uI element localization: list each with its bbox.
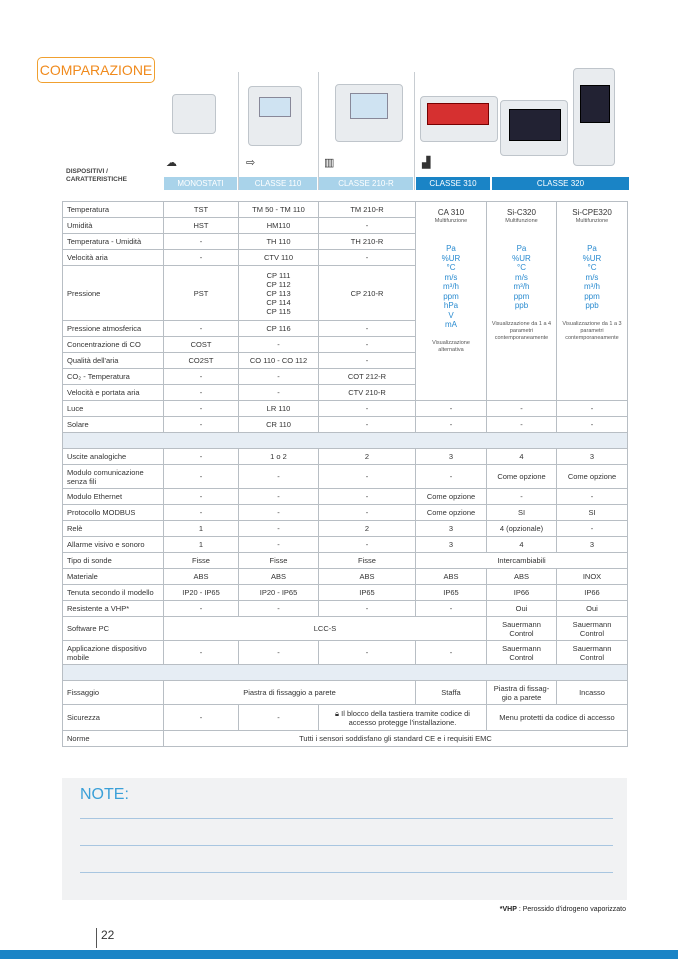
table-cell: IP20 - IP65 [164, 585, 239, 601]
table-cell: Tutti i sensori soddisfano gli standard CE e i requisiti EMC [164, 731, 628, 747]
table-row [63, 569, 628, 585]
row-label: CO₂ - Temperatura [63, 369, 164, 385]
table-cell: - [319, 401, 416, 417]
table-cell: 2 [319, 449, 416, 465]
row-label: Materiale [63, 569, 164, 585]
table-row [63, 585, 628, 601]
header-divider [238, 72, 239, 190]
row-label: Luce [63, 401, 164, 417]
table-cell: 3 [557, 537, 628, 553]
section-separator [63, 433, 628, 449]
table-cell: IP20 - IP65 [239, 585, 319, 601]
table-cell: - [319, 321, 416, 337]
table-row [63, 521, 628, 537]
security-lock-cell: 🔒︎ Il blocco della tastiera tramite codice di accesso protegge l'installazione. [319, 705, 487, 731]
row-label: Tipo di sonde [63, 553, 164, 569]
table-row [63, 202, 628, 218]
product-image-ca310 [420, 96, 498, 142]
table-cell: HST [164, 218, 239, 234]
table-cell: 1 [164, 521, 239, 537]
row-label: Modulo Ethernet [63, 489, 164, 505]
table-row [63, 417, 628, 433]
row-label: Uscite analogiche [63, 449, 164, 465]
temperature-humidity-icon: ☁︎ [166, 157, 177, 169]
table-cell: ABS [239, 569, 319, 585]
table-cell: - [164, 465, 239, 489]
row-label: Applicazione dispositivo mobile [63, 641, 164, 665]
header-divider [414, 72, 415, 190]
product-image-monostati [172, 94, 216, 134]
table-row [63, 489, 628, 505]
table-cell: - [164, 401, 239, 417]
table-cell: - [239, 385, 319, 401]
table-cell: - [239, 641, 319, 665]
table-cell: - [319, 601, 416, 617]
table-cell: Sauermann Control [487, 617, 557, 641]
table-cell: - [557, 417, 628, 433]
table-cell: - [164, 321, 239, 337]
multifunction-cell: Si-CPE320 Multifunzione Pa %UR °C m/s m³/h ppm ppb Visualizzazione da 1 a 3 parametri contemporaneamente [557, 202, 628, 401]
table-row [63, 401, 628, 417]
table-cell: ABS [164, 569, 239, 585]
row-label: Relè [63, 521, 164, 537]
table-cell: - [239, 601, 319, 617]
table-cell: - [164, 489, 239, 505]
table-cell: - [164, 601, 239, 617]
table-cell: 1 o 2 [239, 449, 319, 465]
table-cell: Oui [557, 601, 628, 617]
table-cell: Fisse [319, 553, 416, 569]
row-label: Umidità [63, 218, 164, 234]
table-cell: - [557, 401, 628, 417]
table-cell: - [319, 489, 416, 505]
pressure-icon: ⇨ [246, 157, 256, 169]
table-cell: 4 [487, 537, 557, 553]
row-label: Pressione [63, 266, 164, 321]
table-row [63, 553, 628, 569]
table-row [63, 433, 628, 449]
table-cell: Fisse [239, 553, 319, 569]
table-cell: - [239, 537, 319, 553]
table-cell: - [239, 369, 319, 385]
note-box [62, 778, 627, 900]
table-cell: - [319, 417, 416, 433]
table-cell: - [319, 465, 416, 489]
class-header-310: CLASSE 310 [416, 177, 490, 190]
table-cell: PST [164, 266, 239, 321]
table-cell: - [557, 489, 628, 505]
table-cell: TST [164, 202, 239, 218]
table-cell: - [239, 337, 319, 353]
table-cell: Piastra di fissaggio a parete [164, 681, 416, 705]
table-cell: - [164, 385, 239, 401]
row-label: Velocità e portata aria [63, 385, 164, 401]
row-label: Temperatura - Umidità [63, 234, 164, 250]
row-label: Velocità aria [63, 250, 164, 266]
table-cell: INOX [557, 569, 628, 585]
table-cell: IP66 [557, 585, 628, 601]
table-cell: - [239, 505, 319, 521]
table-row [63, 731, 628, 747]
table-row [63, 681, 628, 705]
table-row [63, 665, 628, 681]
table-cell: IP65 [319, 585, 416, 601]
header-divider [318, 72, 319, 190]
product-image-sic320 [500, 100, 568, 156]
table-cell: ABS [319, 569, 416, 585]
row-label: Qualità dell'aria [63, 353, 164, 369]
table-cell: Sauermann Control [557, 641, 628, 665]
note-line [80, 872, 613, 873]
table-row [63, 537, 628, 553]
row-label: Allarme visivo e sonoro [63, 537, 164, 553]
table-cell: 3 [416, 449, 487, 465]
page-number: 22 [101, 928, 115, 942]
class-header-110: CLASSE 110 [239, 177, 317, 190]
table-cell: 1 [164, 537, 239, 553]
row-label: Temperatura [63, 202, 164, 218]
table-cell: Come opzione [416, 489, 487, 505]
table-cell: Come opzione [557, 465, 628, 489]
table-cell: CO2ST [164, 353, 239, 369]
table-cell: Intercambiabili [416, 553, 628, 569]
table-cell: 2 [319, 521, 416, 537]
table-cell: Piastra di fissag-gio a parete [487, 681, 557, 705]
table-cell: - [164, 417, 239, 433]
table-cell: TH 210-R [319, 234, 416, 250]
table-cell: CR 110 [239, 417, 319, 433]
table-cell: Menu protetti da codice di accesso [487, 705, 628, 731]
comparison-table [62, 201, 628, 747]
class-header-320: CLASSE 320 [492, 177, 629, 190]
bottom-bar [0, 950, 678, 959]
table-cell: - [319, 641, 416, 665]
table-cell: - [164, 449, 239, 465]
note-line [80, 845, 613, 846]
table-cell: - [319, 218, 416, 234]
table-cell: - [487, 401, 557, 417]
table-cell: CO 110 - CO 112 [239, 353, 319, 369]
table-cell: - [164, 250, 239, 266]
table-cell: Fisse [164, 553, 239, 569]
row-label: Norme [63, 731, 164, 747]
table-cell: - [239, 705, 319, 731]
row-label: Protocollo MODBUS [63, 505, 164, 521]
table-cell: Come opzione [416, 505, 487, 521]
table-cell: LCC-S [164, 617, 487, 641]
table-cell: 4 (opzionale) [487, 521, 557, 537]
table-cell: 4 [487, 449, 557, 465]
section-separator [63, 665, 628, 681]
table-cell: TH 110 [239, 234, 319, 250]
footnote: *VHP : Perossido d'idrogeno vaporizzato [499, 906, 626, 913]
table-cell: - [239, 489, 319, 505]
table-cell: SI [487, 505, 557, 521]
table-row [63, 601, 628, 617]
table-cell: - [416, 417, 487, 433]
note-line [80, 818, 613, 819]
table-cell: - [487, 417, 557, 433]
product-image-classe210 [335, 84, 403, 142]
table-cell: - [164, 234, 239, 250]
table-cell: - [319, 337, 416, 353]
table-cell: CP 111 CP 112 CP 113 CP 114 CP 115 [239, 266, 319, 321]
row-label: Modulo comunicazione senza fili [63, 465, 164, 489]
table-row [63, 465, 628, 489]
table-row [63, 641, 628, 665]
row-label: Pressione atmosferica [63, 321, 164, 337]
table-cell: COST [164, 337, 239, 353]
row-label: Resistente a VHP* [63, 601, 164, 617]
table-cell: COT 212-R [319, 369, 416, 385]
table-cell: 3 [557, 449, 628, 465]
table-cell: - [164, 369, 239, 385]
table-cell: ABS [416, 569, 487, 585]
table-cell: - [164, 505, 239, 521]
table-row [63, 505, 628, 521]
product-image-sicpe320 [573, 68, 615, 166]
table-cell: - [319, 353, 416, 369]
table-cell: LR 110 [239, 401, 319, 417]
table-cell: IP65 [416, 585, 487, 601]
table-cell: TM 210-R [319, 202, 416, 218]
multifunction-cell: CA 310 Multifunzione Pa %UR °C m/s m³/h ppm hPa V mA Visualizzazione alternativa [416, 202, 487, 401]
table-cell: HM110 [239, 218, 319, 234]
table-cell: 3 [416, 537, 487, 553]
industry-icon: ▟ [422, 157, 431, 169]
table-cell: - [164, 641, 239, 665]
table-cell: IP66 [487, 585, 557, 601]
table-row [63, 705, 628, 731]
page-number-divider [96, 928, 97, 948]
table-cell: CTV 210-R [319, 385, 416, 401]
table-cell: Incasso [557, 681, 628, 705]
lock-icon: 🔒︎ [335, 708, 340, 718]
table-cell: - [557, 521, 628, 537]
table-cell: 3 [416, 521, 487, 537]
class-header-210: CLASSE 210-R [319, 177, 413, 190]
table-cell: - [416, 465, 487, 489]
row-label: Tenuta secondo il modello [63, 585, 164, 601]
row-label: Concentrazione di CO [63, 337, 164, 353]
product-image-classe110 [248, 86, 302, 146]
table-cell: - [487, 489, 557, 505]
table-cell: - [319, 250, 416, 266]
table-row [63, 617, 628, 641]
table-cell: - [239, 465, 319, 489]
row-label: Solare [63, 417, 164, 433]
table-cell: - [416, 641, 487, 665]
table-cell: - [164, 705, 239, 731]
table-cell: Sauermann Control [487, 641, 557, 665]
table-cell: - [319, 537, 416, 553]
table-cell: Come opzione [487, 465, 557, 489]
table-cell: CTV 110 [239, 250, 319, 266]
table-cell: SI [557, 505, 628, 521]
class-header-monostati: MONOSTATI [164, 177, 237, 190]
multifunction-cell: Si-C320 Multifunzione Pa %UR °C m/s m³/h ppm ppb Visualizzazione da 1 a 4 parametri contemporaneamente [487, 202, 557, 401]
table-cell: - [416, 401, 487, 417]
multi-sensor-icon: ▥ [324, 157, 335, 169]
table-cell: ABS [487, 569, 557, 585]
row-label: Sicurezza [63, 705, 164, 731]
dispositivi-label: DISPOSITIVI / CARATTERISTICHE [66, 168, 127, 183]
table-cell: Sauermann Control [557, 617, 628, 641]
section-tag: COMPARAZIONE [37, 57, 155, 83]
table-cell: - [416, 601, 487, 617]
table-cell: - [319, 505, 416, 521]
row-label: Software PC [63, 617, 164, 641]
table-cell: - [239, 521, 319, 537]
table-cell: Oui [487, 601, 557, 617]
row-label: Fissaggio [63, 681, 164, 705]
table-row [63, 449, 628, 465]
note-title: NOTE: [80, 786, 129, 803]
table-cell: CP 116 [239, 321, 319, 337]
table-cell: CP 210-R [319, 266, 416, 321]
table-cell: Staffa [416, 681, 487, 705]
table-cell: TM 50 - TM 110 [239, 202, 319, 218]
